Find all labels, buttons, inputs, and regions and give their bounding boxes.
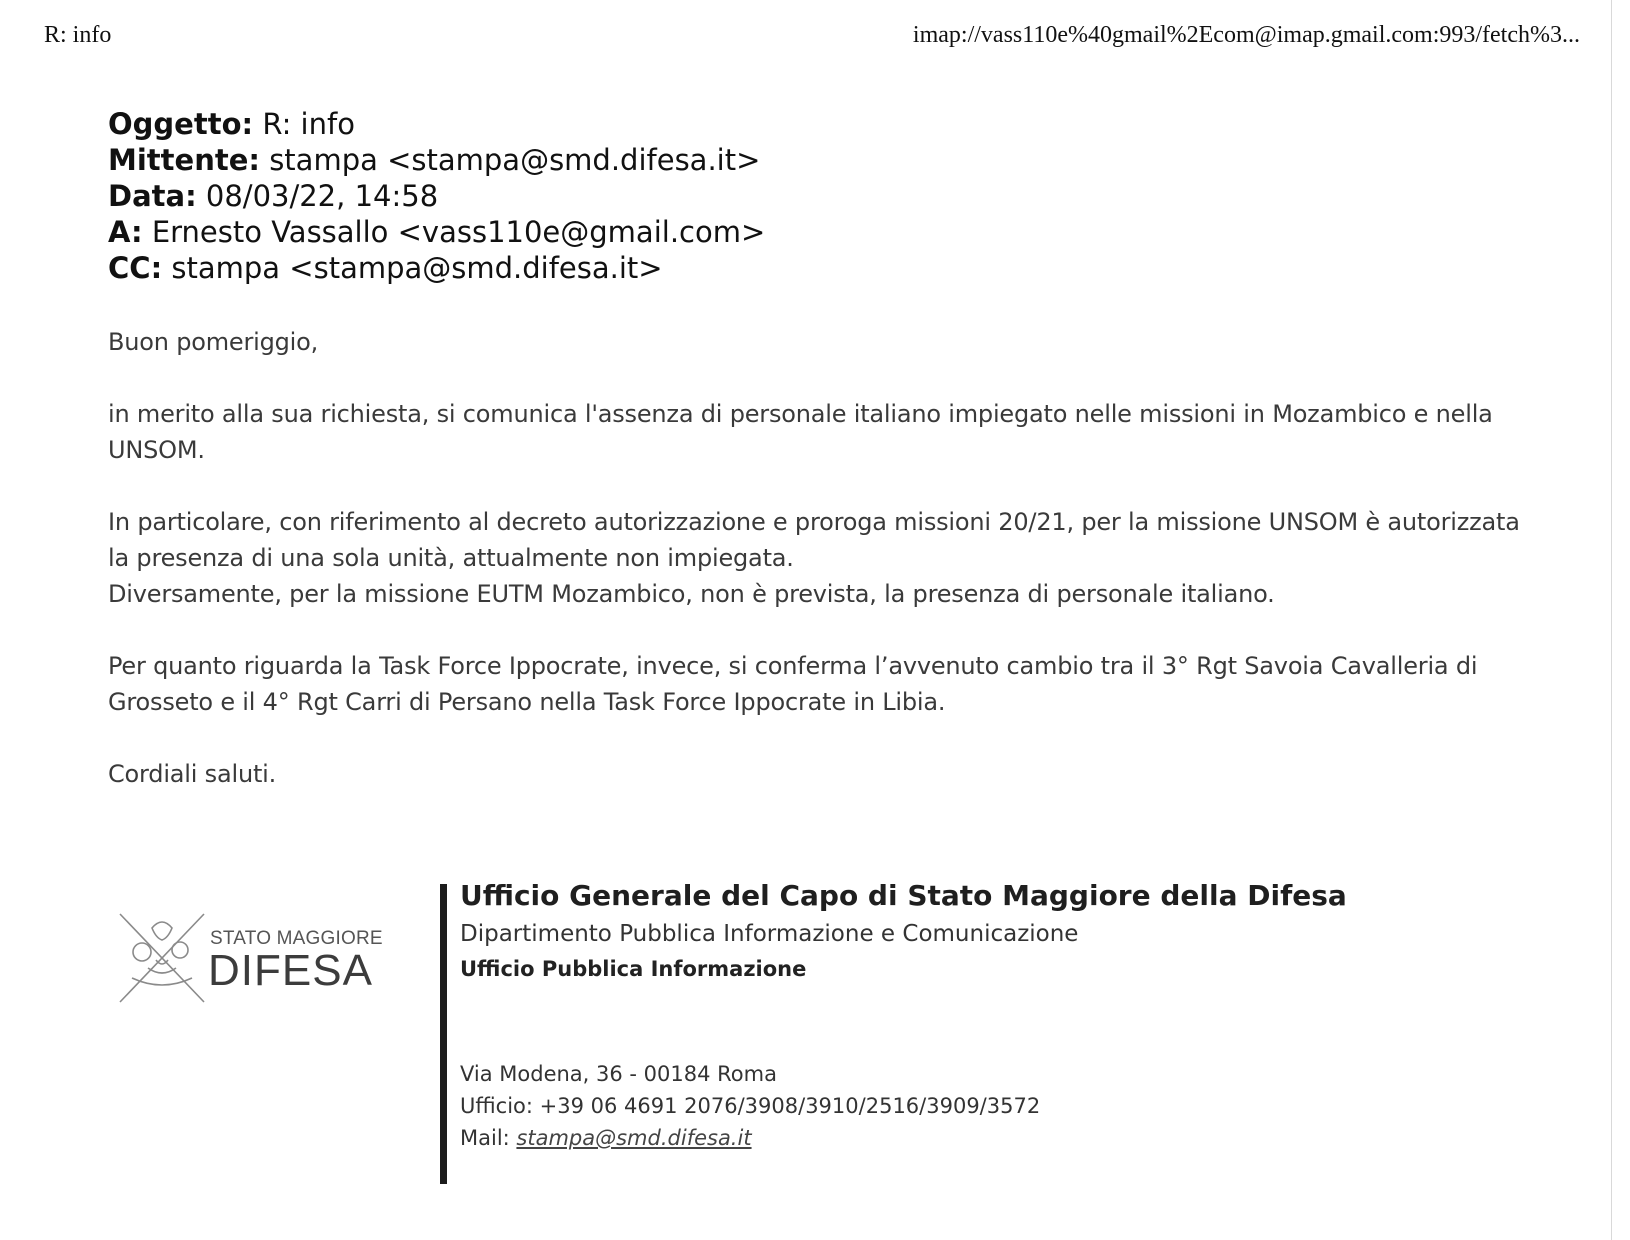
signature-divider xyxy=(440,884,447,1184)
header-value: 08/03/22, 14:58 xyxy=(205,179,439,213)
page-header-url: imap://vass110e%40gmail%2Ecom@imap.gmail.com:993/fetch%3... xyxy=(912,22,1580,48)
header-label: A: xyxy=(108,215,143,249)
signature-office: Ufficio Pubblica Informazione xyxy=(460,957,807,981)
signature-contact xyxy=(460,1058,1310,1154)
header-sender xyxy=(108,142,1528,178)
page-edge-rule xyxy=(1611,0,1612,1240)
print-page-header xyxy=(44,22,1580,56)
header-date xyxy=(108,178,1528,214)
logo-top-text: STATO MAGGIORE xyxy=(210,928,383,949)
logo-main-text: DIFESA xyxy=(208,946,373,995)
body-paragraph-3: Per quanto riguarda la Task Force Ippocrate, invece, si conferma l’avvenuto cambio tra il 3° Rgt Savoia Cavalleria di Grosseto e il 4° Rgt Carri di Persano nella Task Force Ippocrate in Libia. xyxy=(108,652,1478,716)
body-paragraph-2a: In particolare, con riferimento al decreto autorizzazione e proroga missioni 20/21, per la missione UNSOM è autorizzata la presenza di una sola unità, attualmente non impiegata. xyxy=(108,508,1520,572)
header-label: Data: xyxy=(108,179,197,213)
email-signature xyxy=(112,876,1347,1186)
signature-phone: Ufficio: +39 06 4691 2076/3908/3910/2516/3909/3572 xyxy=(460,1094,1041,1118)
header-value: Ernesto Vassallo <vass110e@gmail.com> xyxy=(151,215,766,249)
signature-details xyxy=(460,876,1347,1154)
header-label: Oggetto: xyxy=(108,107,254,141)
header-label: CC: xyxy=(108,251,163,285)
signature-mail-label: Mail: xyxy=(460,1126,517,1150)
header-to xyxy=(108,214,1528,250)
header-value: stampa <stampa@smd.difesa.it> xyxy=(171,251,663,285)
signature-department: Dipartimento Pubblica Informazione e Comunicazione xyxy=(460,921,1079,947)
body-closing: Cordiali saluti. xyxy=(108,760,277,788)
signature-mail-row xyxy=(460,1122,1310,1154)
signature-title: Ufficio Generale del Capo di Stato Maggiore della Difesa xyxy=(460,879,1347,912)
header-value: R: info xyxy=(262,107,355,141)
header-label: Mittente: xyxy=(108,143,260,177)
email-body xyxy=(108,324,1528,792)
email-headers xyxy=(108,106,1528,286)
body-paragraph-1: in merito alla sua richiesta, si comunica l'assenza di personale italiano impiegato nelle missioni in Mozambico e nella UNSOM. xyxy=(108,400,1493,464)
email-message xyxy=(108,106,1528,828)
body-paragraph-2b: Diversamente, per la missione EUTM Mozambico, non è prevista, la presenza di personale italiano. xyxy=(108,580,1275,608)
signature-mail-link[interactable]: stampa@smd.difesa.it xyxy=(516,1126,752,1150)
stato-maggiore-difesa-logo xyxy=(112,908,382,1018)
header-subject xyxy=(108,106,1528,142)
signature-address: Via Modena, 36 - 00184 Roma xyxy=(460,1062,777,1086)
body-greeting: Buon pomeriggio, xyxy=(108,328,319,356)
header-cc xyxy=(108,250,1528,286)
header-value: stampa <stampa@smd.difesa.it> xyxy=(269,143,761,177)
crossed-swords-emblem-icon xyxy=(112,908,212,1008)
page-header-title: R: info xyxy=(44,22,112,48)
